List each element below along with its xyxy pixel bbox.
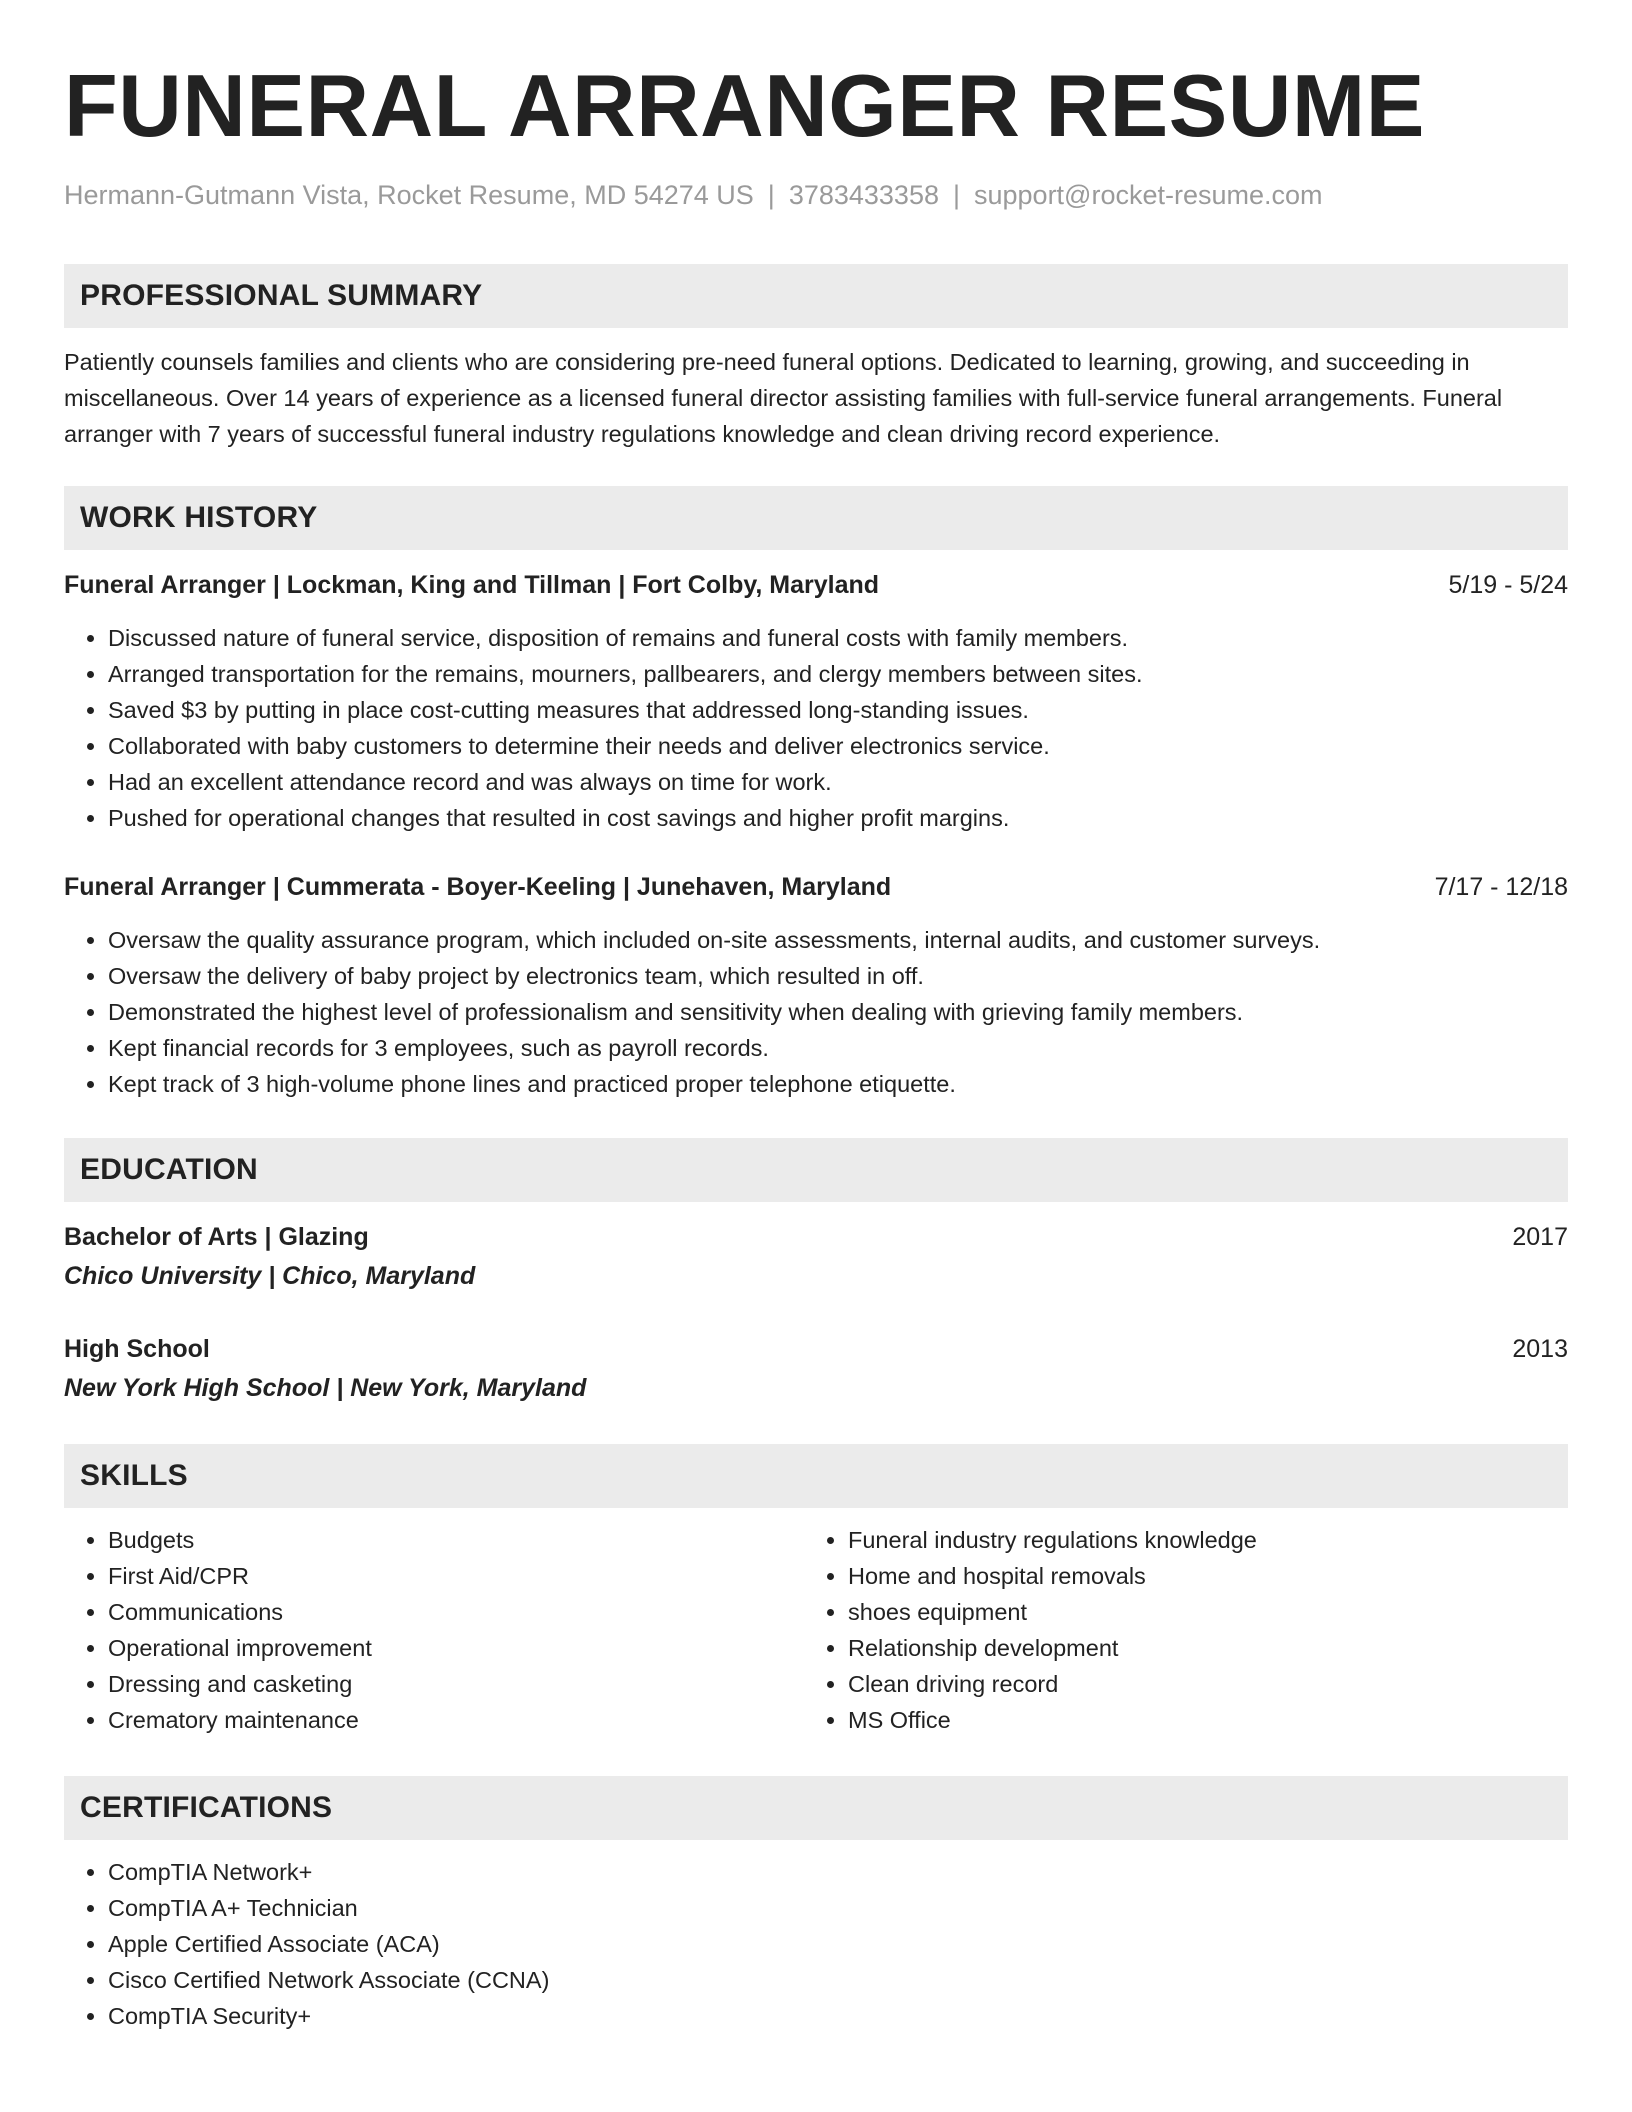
job-title: Funeral Arranger | Cummerata - Boyer-Keeling | Junehaven, Maryland: [64, 873, 892, 901]
job-bullet: • Oversaw the quality assurance program, which included on-site assessments, internal audits, and customer surveys.: [108, 922, 1568, 958]
education-school: Chico University | Chico, Maryland: [64, 1262, 476, 1290]
resume-title: FUNERAL ARRANGER RESUME: [64, 56, 1425, 155]
job-bullet: • Discussed nature of funeral service, disposition of remains and funeral costs with family members.: [108, 620, 1568, 656]
certification-item: • CompTIA A+ Technician: [108, 1890, 1568, 1926]
job-bullet: • Arranged transportation for the remains, mourners, pallbearers, and clergy members between sites.: [108, 656, 1568, 692]
contact-separator: |: [952, 180, 960, 210]
certification-item: • Cisco Certified Network Associate (CCNA): [108, 1962, 1568, 1998]
contact-email: support@rocket-resume.com: [974, 180, 1323, 210]
skill-item: • Clean driving record: [848, 1666, 1544, 1702]
education-school: New York High School | New York, Maryland: [64, 1374, 587, 1402]
skills-column-right: [804, 1522, 1544, 1738]
section-header-professional-summary: PROFESSIONAL SUMMARY: [64, 264, 1568, 328]
skill-item: • First Aid/CPR: [108, 1558, 804, 1594]
job-entry-header: [64, 568, 1568, 602]
job-bullet: • Saved $3 by putting in place cost-cutting measures that addressed long-standing issues.: [108, 692, 1568, 728]
certifications-list: [64, 1854, 1568, 2034]
certification-item: • CompTIA Network+: [108, 1854, 1568, 1890]
contact-line: [64, 178, 1568, 212]
job-entry-header: [64, 870, 1568, 904]
skill-item: • Communications: [108, 1594, 804, 1630]
skill-item: • shoes equipment: [848, 1594, 1544, 1630]
summary-text: Patiently counsels families and clients who are considering pre-need funeral options. Dedicated to learning, growing, and succeeding in miscellaneous. Over 14 years of experience as a licensed funeral director assisting families with full-service funeral arrangements. Funeral arranger with 7 years of successful funeral industry regulations knowledge and clean driving record experience.: [64, 349, 1503, 447]
job-bullet-list: [64, 922, 1568, 1102]
education-entry-header: [64, 1332, 1568, 1366]
contact-address: Hermann-Gutmann Vista, Rocket Resume, MD 54274 US: [64, 180, 754, 210]
job-bullet: • Oversaw the delivery of baby project by electronics team, which resulted in off.: [108, 958, 1568, 994]
skill-item: • Dressing and casketing: [108, 1666, 804, 1702]
education-year: 2013: [1512, 1335, 1568, 1363]
job-bullet: • Kept financial records for 3 employees, such as payroll records.: [108, 1030, 1568, 1066]
certification-item: • Apple Certified Associate (ACA): [108, 1926, 1568, 1962]
education-entry-header: [64, 1220, 1568, 1254]
section-header-education: EDUCATION: [64, 1138, 1568, 1202]
skill-item: • Home and hospital removals: [848, 1558, 1544, 1594]
skill-item: • Operational improvement: [108, 1630, 804, 1666]
job-bullet: • Had an excellent attendance record and was always on time for work.: [108, 764, 1568, 800]
skill-item: • MS Office: [848, 1702, 1544, 1738]
section-header-certifications: CERTIFICATIONS: [64, 1776, 1568, 1840]
job-dates: 5/19 - 5/24: [1448, 571, 1568, 599]
job-bullet: • Demonstrated the highest level of professionalism and sensitivity when dealing with grieving family members.: [108, 994, 1568, 1030]
skill-item: • Funeral industry regulations knowledge: [848, 1522, 1544, 1558]
skill-item: • Budgets: [108, 1522, 804, 1558]
section-header-skills: SKILLS: [64, 1444, 1568, 1508]
skills-column-left: [64, 1522, 804, 1738]
education-degree: High School: [64, 1335, 210, 1363]
contact-separator: |: [767, 180, 775, 210]
certification-item: • CompTIA Security+: [108, 1998, 1568, 2034]
education-degree: Bachelor of Arts | Glazing: [64, 1223, 369, 1251]
skill-item: • Relationship development: [848, 1630, 1544, 1666]
contact-phone: 3783433358: [788, 180, 939, 210]
job-bullet: • Pushed for operational changes that resulted in cost savings and higher profit margins.: [108, 800, 1568, 836]
section-header-work-history: WORK HISTORY: [64, 486, 1568, 550]
job-bullet: • Kept track of 3 high-volume phone lines and practiced proper telephone etiquette.: [108, 1066, 1568, 1102]
job-bullet: • Collaborated with baby customers to determine their needs and deliver electronics service.: [108, 728, 1568, 764]
skills-list: [804, 1522, 1544, 1738]
job-title: Funeral Arranger | Lockman, King and Tillman | Fort Colby, Maryland: [64, 571, 880, 599]
job-bullet-list: [64, 620, 1568, 836]
skill-item: • Crematory maintenance: [108, 1702, 804, 1738]
skills-list: [64, 1522, 804, 1738]
skills-grid: [64, 1522, 1568, 1738]
education-year: 2017: [1512, 1223, 1568, 1251]
job-dates: 7/17 - 12/18: [1434, 873, 1568, 901]
